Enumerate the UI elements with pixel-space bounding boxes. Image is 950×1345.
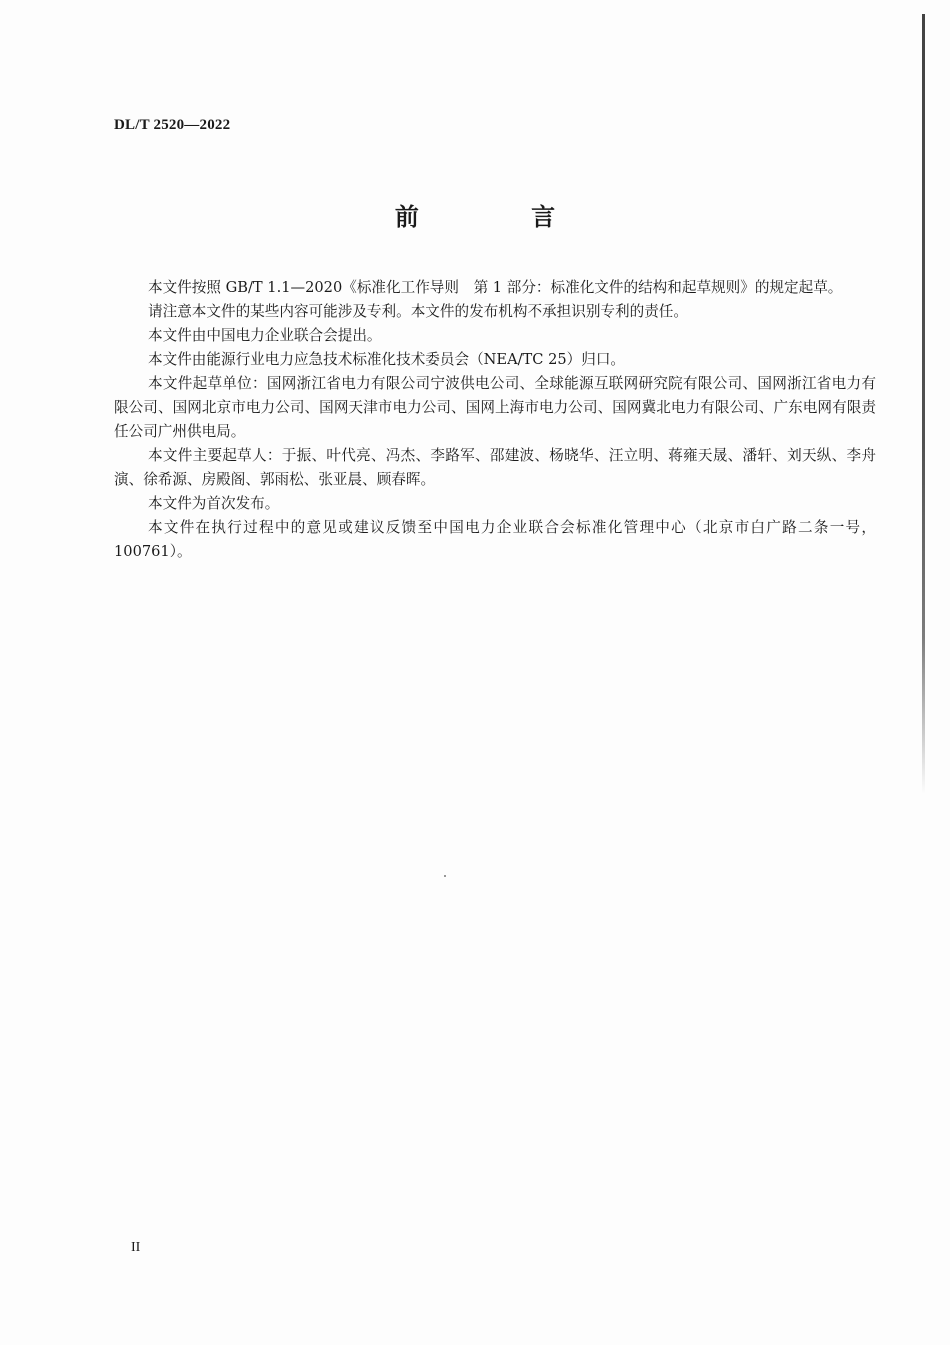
paragraph: 本文件为首次发布。 xyxy=(148,495,280,512)
document-code: DL/T 2520—2022 xyxy=(114,117,231,133)
foreword-body xyxy=(114,276,876,564)
page-number: II xyxy=(131,1240,141,1255)
paragraph: 本文件主要起草人：于振、叶代亮、冯杰、李路军、邵建波、杨晓华、汪立明、蒋雍天晟、潘轩、刘天纵、李舟演、徐希源、房殿阁、郭雨松、张亚晨、顾春晖。 xyxy=(114,447,876,488)
paragraph: 本文件在执行过程中的意见或建议反馈至中国电力企业联合会标准化管理中心（北京市白广路二条一号，100761）。 xyxy=(114,519,876,560)
paragraph: 本文件由能源行业电力应急技术标准化技术委员会（NEA/TC 25）归口。 xyxy=(148,351,626,368)
section-title: 前 言 xyxy=(394,203,608,231)
scan-speck xyxy=(444,875,446,877)
scan-edge-shadow xyxy=(922,14,925,794)
paragraph: 本文件按照 GB/T 1.1—2020《标准化工作导则 第 1 部分：标准化文件的结构和起草规则》的规定起草。 xyxy=(148,279,843,296)
paragraph: 请注意本文件的某些内容可能涉及专利。本文件的发布机构不承担识别专利的责任。 xyxy=(148,303,688,320)
paragraph: 本文件起草单位：国网浙江省电力有限公司宁波供电公司、全球能源互联网研究院有限公司、国网浙江省电力有限公司、国网北京市电力公司、国网天津市电力公司、国网上海市电力公司、国网冀北电力有限公司、广东电网有限责任公司广州供电局。 xyxy=(114,375,876,440)
paragraph: 本文件由中国电力企业联合会提出。 xyxy=(148,327,382,344)
